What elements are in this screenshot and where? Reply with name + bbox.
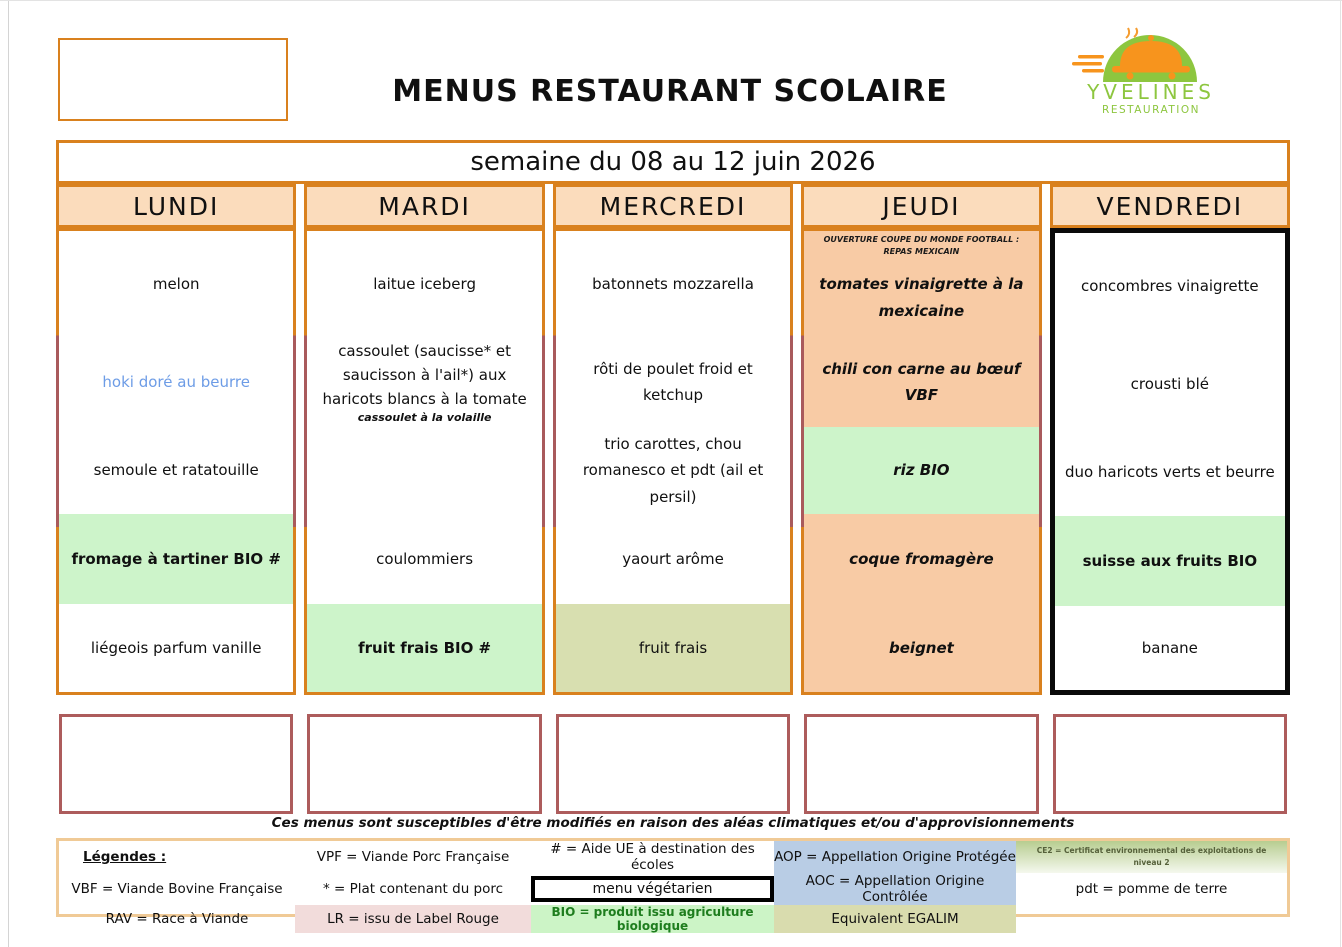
- week-banner: [56, 140, 1290, 184]
- empty-box-jeudi: [804, 714, 1038, 814]
- menu-cell-bio: [59, 514, 293, 604]
- legend-empty-cell: [1016, 905, 1287, 933]
- menu-item: laitue iceberg: [373, 274, 476, 293]
- menu-cell: [556, 231, 790, 337]
- menu-cell-bio: [1055, 516, 1285, 606]
- menu-cell: [556, 337, 790, 427]
- menu-item: semoule et ratatouille: [93, 461, 259, 480]
- menu-item: fruit frais: [638, 638, 708, 657]
- menu-item: tomates vinaigrette à la mexicaine: [819, 275, 1024, 320]
- menu-item-bio: fruit frais BIO #: [358, 638, 492, 657]
- menu-cell: [1055, 233, 1285, 339]
- menu-cell: [556, 604, 790, 692]
- menu-item: melon: [152, 274, 200, 293]
- week-title: semaine du 08 au 12 juin 2026: [470, 147, 876, 177]
- day-column-mercredi: [553, 184, 793, 695]
- empty-box-lundi: [59, 714, 293, 814]
- empty-box-vendredi: [1053, 714, 1287, 814]
- menu-cell: [59, 231, 293, 337]
- day-menu-lundi: [56, 228, 296, 695]
- legend-aide-ue: # = Aide UE à destination des écoles: [550, 841, 755, 873]
- menu-item-bio: fromage à tartiner BIO #: [71, 549, 281, 568]
- legend-rav: RAV = Race à Viande: [105, 911, 249, 927]
- empty-box-mercredi: [556, 714, 790, 814]
- window-edge-right: [1340, 0, 1341, 947]
- menu-item: trio carottes, chou romanesco et pdt (ail et persil): [582, 435, 764, 506]
- day-header-lundi: LUNDI: [56, 184, 296, 228]
- menu-cell: [804, 337, 1038, 427]
- menu-item: yaourt arôme: [622, 549, 724, 568]
- logo-subname: RESTAURATION: [1102, 104, 1200, 116]
- day-column-lundi: [56, 184, 296, 695]
- menu-item: chili con carne au bœuf VBF: [822, 359, 1021, 404]
- legend-porc: * = Plat contenant du porc: [322, 881, 504, 897]
- menu-item: coulommiers: [376, 549, 474, 568]
- menu-cell: [804, 231, 1038, 337]
- disclaimer-text: Ces menus sont susceptibles d'être modifiés en raison des aléas climatiques et/ou d'approvisionnements: [271, 815, 1075, 831]
- legend-egalim: Equivalent EGALIM: [774, 905, 1016, 933]
- menu-cell: [59, 337, 293, 427]
- day-column-vendredi: [1050, 184, 1290, 695]
- menu-item-bio: suisse aux fruits BIO: [1082, 551, 1258, 570]
- menu-cell: [804, 514, 1038, 604]
- day-menu-mardi: [304, 228, 544, 695]
- day-header-vendredi: VENDREDI: [1050, 184, 1290, 228]
- menu-cell: [307, 514, 541, 604]
- menu-item-alternative: cassoulet à la volaille: [357, 410, 492, 424]
- day-header-mardi: MARDI: [304, 184, 544, 228]
- menu-cell: [307, 231, 541, 337]
- legend-table: [56, 838, 1290, 933]
- empty-boxes-row: [56, 714, 1290, 814]
- legend-vpf: VPF = Viande Porc Française: [316, 849, 510, 865]
- cloche-icon: [1072, 28, 1190, 80]
- menu-item-bio: riz BIO: [893, 461, 950, 480]
- menu-cell: [59, 604, 293, 692]
- menu-cell: [556, 514, 790, 604]
- menu-item: rôti de poulet froid et ketchup: [593, 359, 753, 404]
- legend-lr: LR = issu de Label Rouge: [295, 905, 531, 933]
- menu-cell: [1055, 606, 1285, 690]
- legend-title: Légendes :: [83, 849, 167, 865]
- menu-item: beignet: [889, 638, 954, 657]
- legend-vbf: VBF = Viande Bovine Française: [71, 881, 283, 897]
- window-edge-top: [0, 0, 1342, 1]
- menu-cell: [1055, 339, 1285, 429]
- menu-cell: [307, 337, 541, 427]
- legend-aoc: AOC = Appellation Origine Contrôlée: [774, 873, 1016, 905]
- window-edge-left: [8, 0, 9, 947]
- day-menu-jeudi: [801, 228, 1041, 695]
- page-title: MENUS RESTAURANT SCOLAIRE: [392, 74, 948, 109]
- empty-header-box: [58, 38, 288, 121]
- menu-cell-bio: [804, 427, 1038, 514]
- menu-item: coque fromagère: [849, 549, 994, 568]
- menu-cell: [59, 427, 293, 514]
- legend-vegetarien-cell: [531, 873, 774, 905]
- day-header-mercredi: MERCREDI: [553, 184, 793, 228]
- yvelines-restauration-logo: [1048, 26, 1258, 118]
- menu-item-fish: hoki doré au beurre: [102, 372, 250, 391]
- day-column-jeudi: [801, 184, 1041, 695]
- day-menu-mercredi: [553, 228, 793, 695]
- menu-item: banane: [1141, 638, 1198, 657]
- logo-name: YVELINES: [1087, 80, 1215, 104]
- day-header-jeudi: JEUDI: [801, 184, 1041, 228]
- menu-cell: [556, 427, 790, 514]
- legend-bio: BIO = produit issu agriculture biologique: [531, 905, 774, 933]
- menu-cell-inner: [804, 258, 1038, 337]
- menu-vegetarien-badge: menu végétarien: [531, 876, 774, 902]
- empty-box-mardi: [307, 714, 541, 814]
- special-event-note: OUVERTURE COUPE DU MONDE FOOTBALL : REPAS MEXICAIN: [823, 235, 1020, 256]
- menu-cell: [1055, 429, 1285, 516]
- menu-cell-bio: [307, 604, 541, 692]
- menu-cell-empty: [307, 427, 541, 514]
- legend-aop: AOP = Appellation Origine Protégée: [774, 841, 1016, 873]
- day-column-mardi: [304, 184, 544, 695]
- legend-pdt: pdt = pomme de terre: [1075, 881, 1228, 897]
- legend-ce2: CE2 = Certificat environnemental des exploitations de niveau 2: [1016, 841, 1287, 873]
- menu-table: [56, 184, 1290, 695]
- menu-cell: [804, 604, 1038, 692]
- day-menu-vendredi-vegetarien: [1050, 228, 1290, 695]
- menu-item: concombres vinaigrette: [1081, 276, 1259, 295]
- menu-item: cassoulet (saucisse* et saucisson à l'ail*) aux haricots blancs à la tomate: [322, 341, 527, 408]
- menu-item: liégeois parfum vanille: [90, 638, 262, 657]
- menu-item: duo haricots verts et beurre: [1064, 463, 1275, 482]
- menu-item: batonnets mozzarella: [592, 274, 754, 293]
- menu-item: crousti blé: [1130, 374, 1209, 393]
